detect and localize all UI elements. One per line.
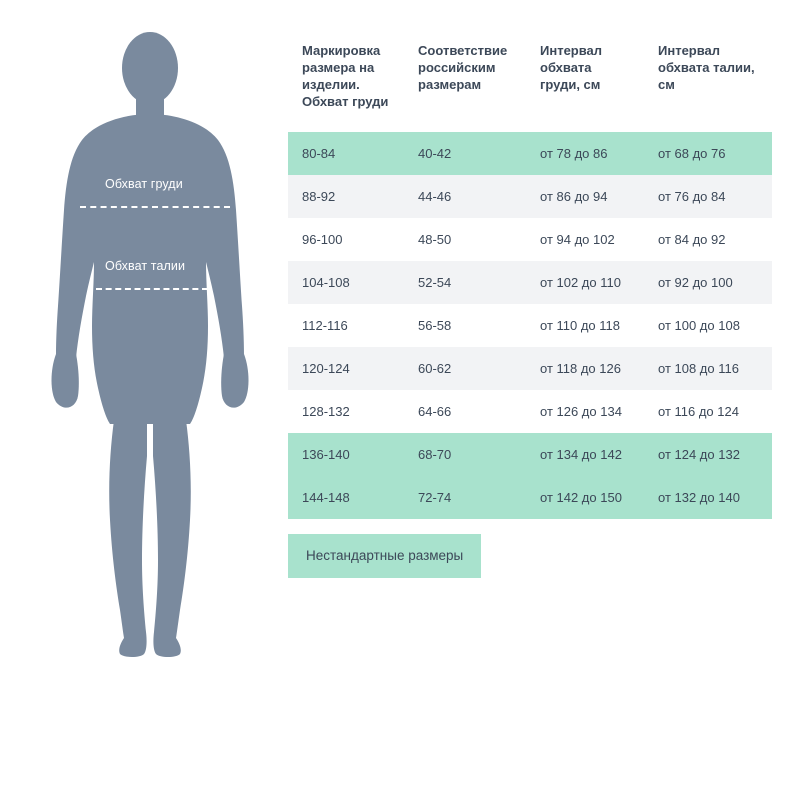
cell-waist-range: от 132 до 140	[644, 476, 772, 519]
cell-russian-size: 48-50	[404, 218, 526, 261]
cell-chest-range: от 142 до 150	[526, 476, 644, 519]
cell-waist-range: от 68 до 76	[644, 132, 772, 175]
table-row	[288, 132, 772, 175]
cell-marking: 112-116	[288, 304, 404, 347]
table-row	[288, 390, 772, 433]
cell-chest-range: от 134 до 142	[526, 433, 644, 476]
chest-measure-line	[80, 206, 230, 208]
cell-waist-range: от 84 до 92	[644, 218, 772, 261]
cell-marking: 144-148	[288, 476, 404, 519]
column-header-russian-size: Соответствие российским размерам	[404, 28, 526, 132]
cell-chest-range: от 126 до 134	[526, 390, 644, 433]
body-figure	[30, 20, 270, 660]
cell-chest-range: от 86 до 94	[526, 175, 644, 218]
column-header-chest-range: Интервал обхвата груди, см	[526, 28, 644, 132]
size-table-wrapper	[288, 28, 772, 519]
cell-russian-size: 40-42	[404, 132, 526, 175]
table-row	[288, 476, 772, 519]
cell-marking: 104-108	[288, 261, 404, 304]
male-body-silhouette-icon	[30, 20, 270, 660]
table-row	[288, 218, 772, 261]
cell-russian-size: 56-58	[404, 304, 526, 347]
column-header-waist-range: Интервал обхвата талии, см	[644, 28, 772, 132]
table-row	[288, 433, 772, 476]
cell-russian-size: 72-74	[404, 476, 526, 519]
size-table	[288, 28, 772, 519]
table-row	[288, 304, 772, 347]
cell-chest-range: от 110 до 118	[526, 304, 644, 347]
waist-measure-line	[96, 288, 208, 290]
cell-russian-size: 68-70	[404, 433, 526, 476]
table-row	[288, 261, 772, 304]
nonstandard-sizes-badge: Нестандартные размеры	[288, 534, 481, 578]
cell-chest-range: от 94 до 102	[526, 218, 644, 261]
cell-russian-size: 60-62	[404, 347, 526, 390]
cell-waist-range: от 92 до 100	[644, 261, 772, 304]
cell-russian-size: 52-54	[404, 261, 526, 304]
cell-marking: 128-132	[288, 390, 404, 433]
chest-measure-label: Обхват груди	[96, 172, 192, 198]
table-row	[288, 175, 772, 218]
cell-marking: 96-100	[288, 218, 404, 261]
cell-chest-range: от 102 до 110	[526, 261, 644, 304]
cell-waist-range: от 108 до 116	[644, 347, 772, 390]
cell-marking: 136-140	[288, 433, 404, 476]
table-row	[288, 347, 772, 390]
cell-marking: 120-124	[288, 347, 404, 390]
table-header-row	[288, 28, 772, 132]
cell-waist-range: от 124 до 132	[644, 433, 772, 476]
cell-waist-range: от 100 до 108	[644, 304, 772, 347]
cell-marking: 80-84	[288, 132, 404, 175]
cell-chest-range: от 118 до 126	[526, 347, 644, 390]
cell-chest-range: от 78 до 86	[526, 132, 644, 175]
cell-marking: 88-92	[288, 175, 404, 218]
column-header-marking: Маркировка размера на изделии. Обхват груди	[288, 28, 404, 132]
cell-russian-size: 64-66	[404, 390, 526, 433]
cell-russian-size: 44-46	[404, 175, 526, 218]
cell-waist-range: от 116 до 124	[644, 390, 772, 433]
cell-waist-range: от 76 до 84	[644, 175, 772, 218]
waist-measure-label: Обхват талии	[96, 254, 194, 280]
